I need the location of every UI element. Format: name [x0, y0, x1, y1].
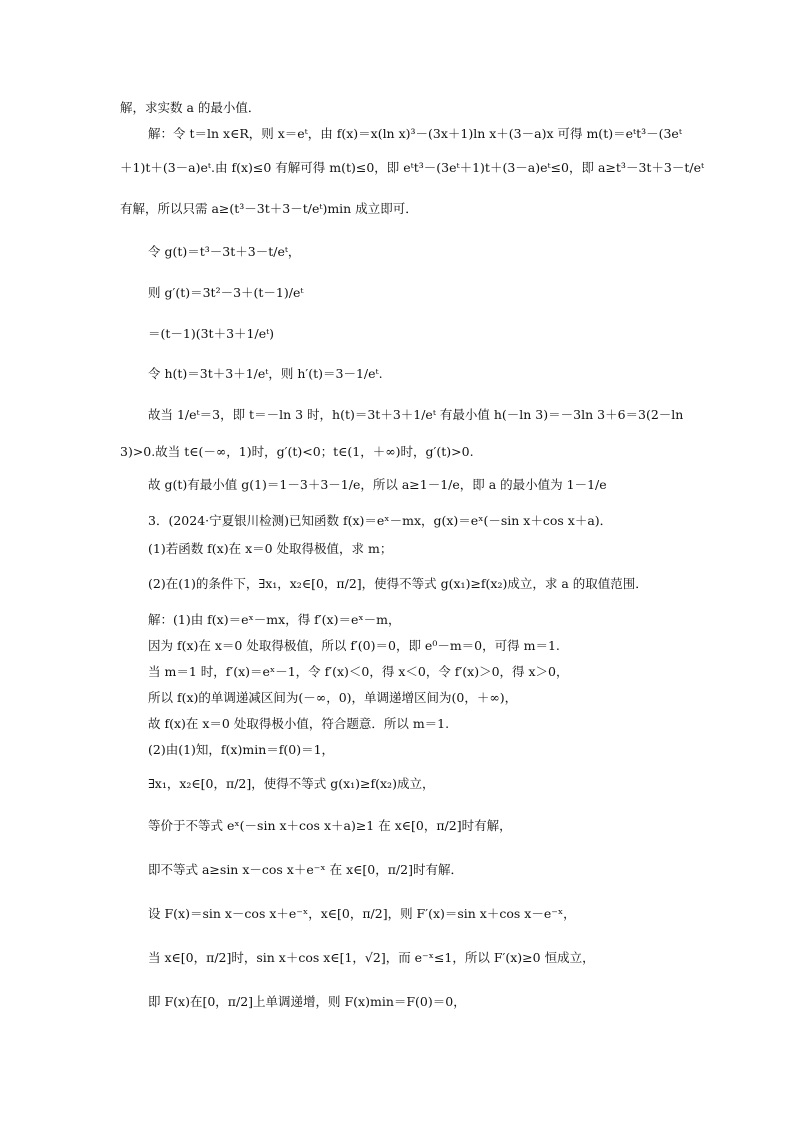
- text-line: 3)>0.故当 t∈(－∞，1)时，g′(t)<0；t∈(1，＋∞)时，g′(t)>0.: [120, 444, 474, 459]
- text-line: ∃x₁，x₂∈[0，π/2]，使得不等式 g(x₁)≥f(x₂)成立，: [148, 776, 435, 791]
- text-line: 即 F(x)在[0，π/2]上单调递增，则 F(x)min＝F(0)＝0，: [148, 994, 466, 1009]
- text-line: (2)由(1)知，f(x)min＝f(0)＝1，: [148, 742, 335, 757]
- text-line: 3．(2024·宁夏银川检测)已知函数 f(x)＝eˣ－mx，g(x)＝eˣ(－sin x＋cos x＋a)．: [148, 513, 613, 528]
- text-line: (1)若函数 f(x)在 x＝0 处取得极值，求 m；: [148, 541, 393, 556]
- text-line: 解：令 t＝ln x∈R，则 x＝eᵗ，由 f(x)＝x(ln x)³－(3x＋1)ln x＋(3－a)x 可得 m(t)＝eᵗt³－(3eᵗ: [148, 126, 682, 141]
- text-line: 令 g(t)＝t³－3t＋3－t/eᵗ，: [148, 244, 301, 259]
- text-line: 解，求实数 a 的最小值．: [120, 100, 261, 115]
- text-line: 则 g′(t)＝3t²－3＋(t－1)/eᵗ: [148, 285, 304, 300]
- text-line: 因为 f(x)在 x＝0 处取得极值，所以 f′(0)＝0，即 e⁰－m＝0，可得 m＝1.: [148, 638, 560, 653]
- text-line: 故当 1/eᵗ＝3，即 t＝－ln 3 时，h(t)＝3t＋3＋1/eᵗ 有最小值 h(－ln 3)＝－3ln 3＋6＝3(2－ln: [148, 407, 684, 422]
- text-line: (2)在(1)的条件下，∃x₁，x₂∈[0，π/2]，使得不等式 g(x₁)≥f(x₂)成立，求 a 的取值范围．: [148, 576, 648, 591]
- text-line: 有解，所以只需 a≥(t³－3t＋3－t/eᵗ)min 成立即可．: [120, 201, 418, 216]
- text-line: 令 h(t)＝3t＋3＋1/eᵗ，则 h′(t)＝3－1/eᵗ.: [148, 366, 383, 381]
- text-line: ＝(t－1)(3t＋3＋1/eᵗ): [148, 326, 275, 341]
- text-line: 所以 f(x)的单调递减区间为(－∞，0)，单调递增区间为(0，＋∞)，: [148, 690, 518, 705]
- text-line: 等价于不等式 eˣ(－sin x＋cos x＋a)≥1 在 x∈[0，π/2]时有解，: [148, 818, 512, 833]
- text-line: 当 x∈[0，π/2]时，sin x＋cos x∈[1，√2]，而 e⁻ˣ≤1，所以 F′(x)≥0 恒成立，: [148, 950, 595, 965]
- text-line: 故 g(t)有最小值 g(1)＝1－3＋3－1/e，所以 a≥1－1/e，即 a 的最小值为 1－1/e: [148, 477, 607, 492]
- text-line: 故 f(x)在 x＝0 处取得极小值，符合题意．所以 m＝1.: [148, 716, 450, 731]
- text-line: 当 m＝1 时，f′(x)＝eˣ－1，令 f′(x)＜0，得 x＜0，令 f′(x)＞0，得 x＞0，: [148, 664, 569, 679]
- text-line: 设 F(x)＝sin x－cos x＋e⁻ˣ，x∈[0，π/2]，则 F′(x)＝sin x＋cos x－e⁻ˣ，: [148, 906, 576, 921]
- text-line: ＋1)t＋(3－a)eᵗ.由 f(x)≤0 有解可得 m(t)≤0，即 eᵗt³－(3eᵗ＋1)t＋(3－a)eᵗ≤0，即 a≥t³－3t＋3－t/eᵗ: [120, 160, 705, 175]
- text-line: 即不等式 a≥sin x－cos x＋e⁻ˣ 在 x∈[0，π/2]时有解．: [148, 862, 463, 877]
- text-line: 解：(1)由 f(x)＝eˣ－mx，得 f′(x)＝eˣ－m，: [148, 612, 401, 627]
